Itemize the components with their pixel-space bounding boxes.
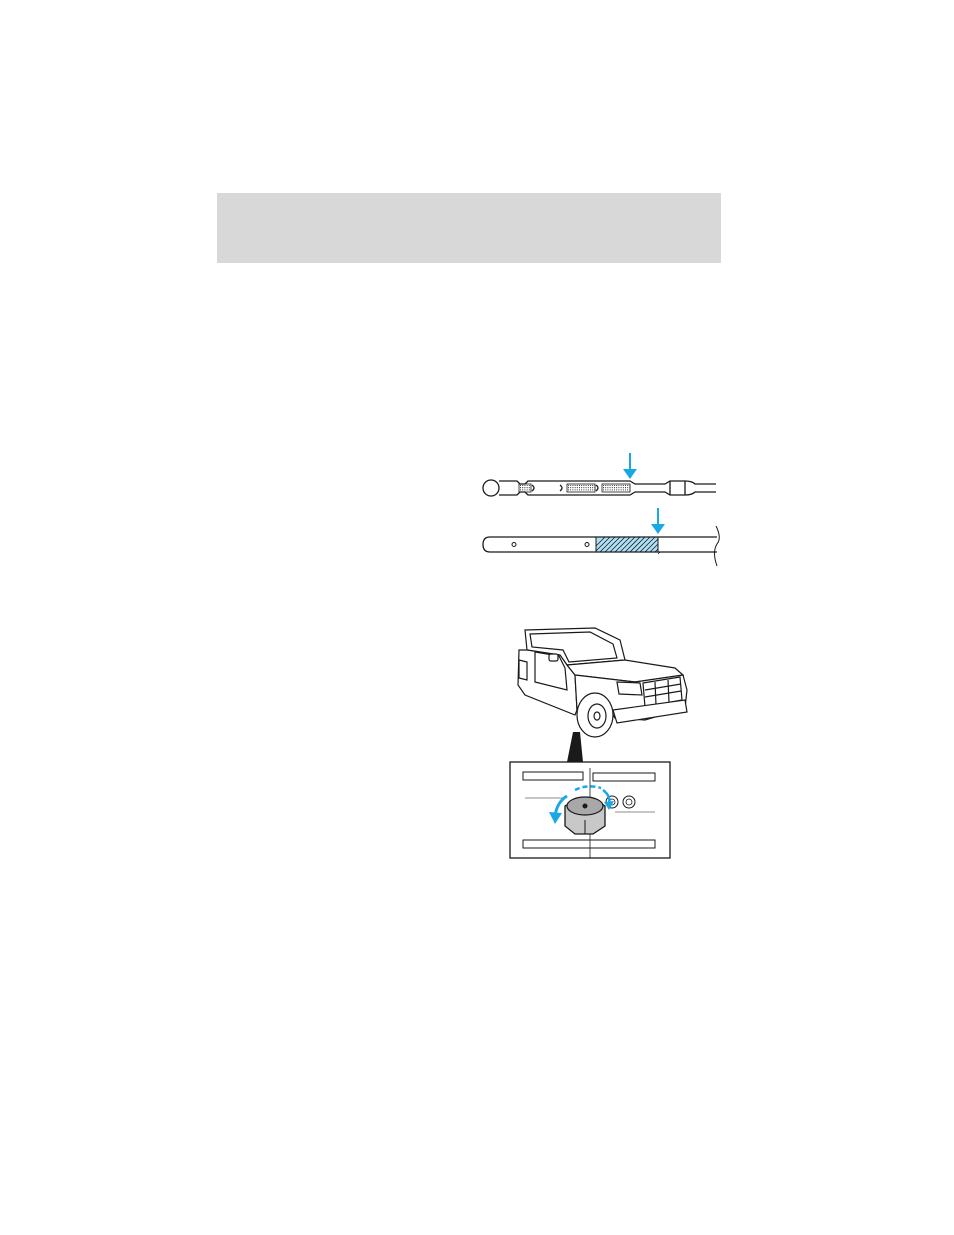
pickup-truck-icon — [505, 620, 695, 865]
engine-oil-dipstick-illustration — [470, 448, 730, 570]
dipstick-hatched — [483, 508, 719, 566]
oil-filler-cap-detail — [510, 762, 670, 858]
safe-range-hatch — [596, 537, 660, 554]
section-header-band — [217, 193, 721, 263]
dipstick-dotted — [483, 453, 716, 496]
